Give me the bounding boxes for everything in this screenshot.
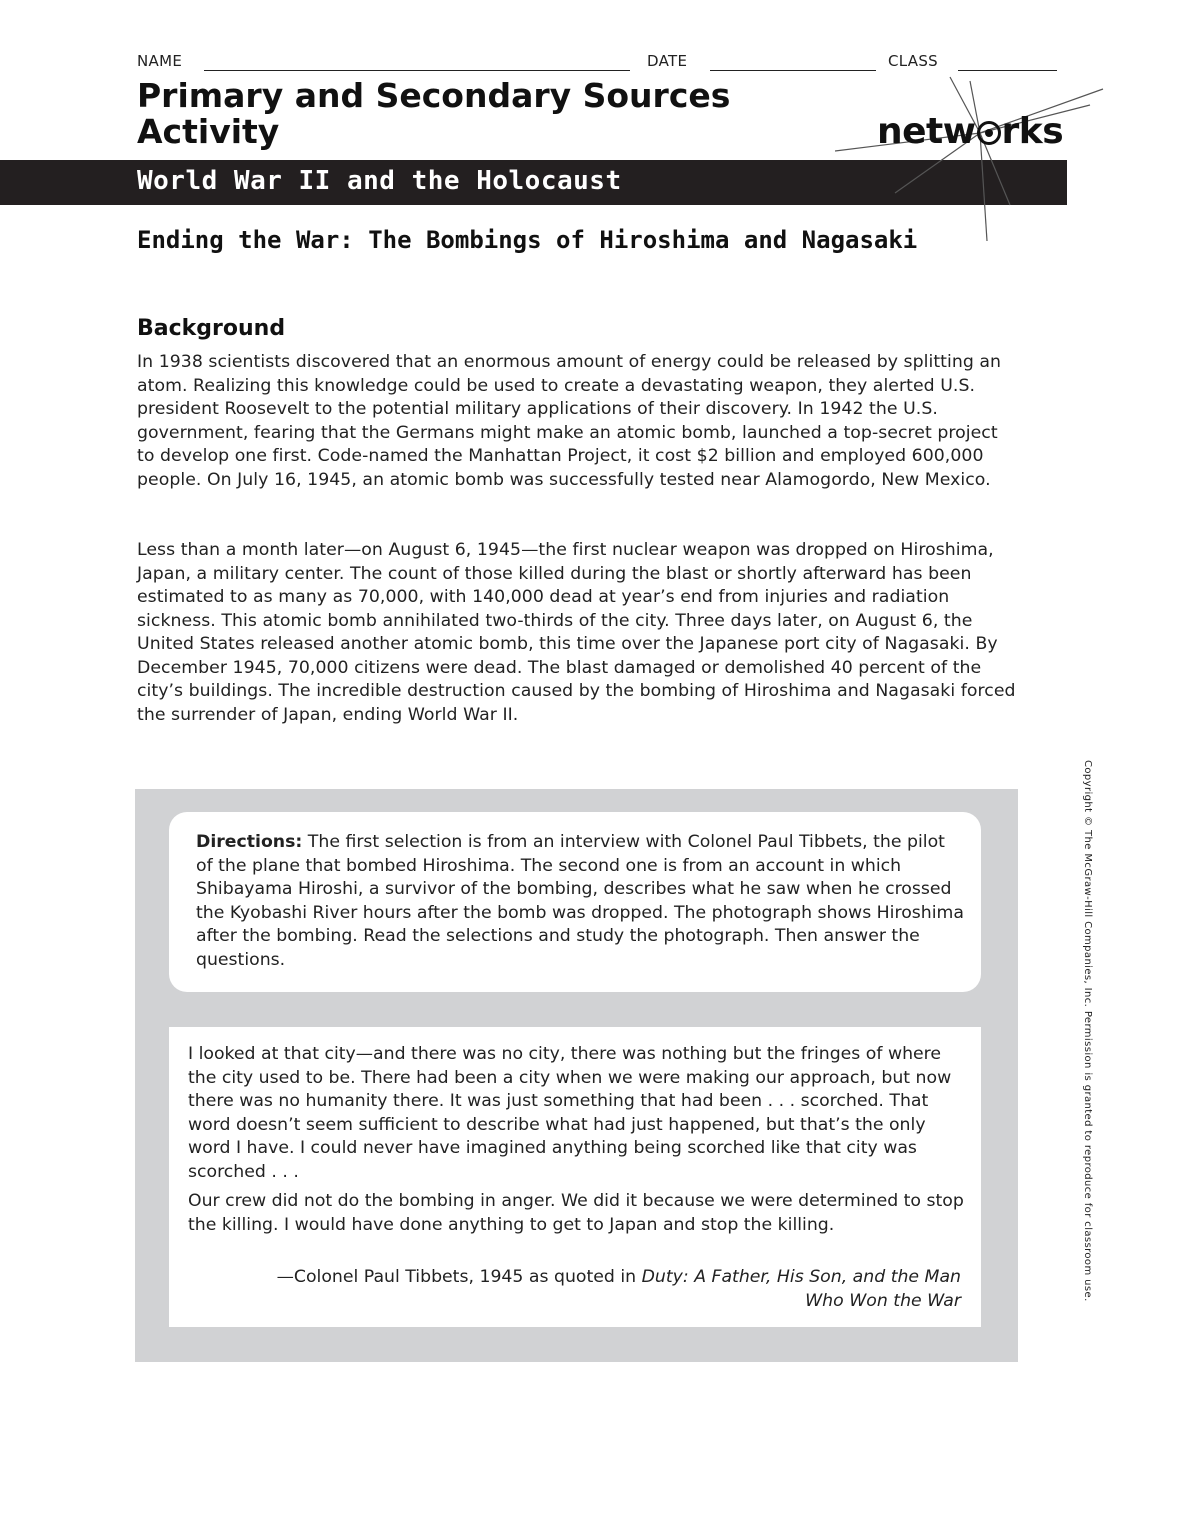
directions-label: Directions:: [196, 832, 303, 852]
networks-logo: [835, 75, 1110, 245]
chapter-title: World War II and the Holocaust: [137, 166, 622, 196]
class-label: CLASS: [888, 52, 938, 70]
page-title: [137, 78, 730, 150]
quote-citation: [261, 1266, 961, 1313]
logo-text-end: rks: [1001, 111, 1064, 152]
citation-title: Duty: A Father, His Son, and the Man Who Won the War: [641, 1267, 961, 1311]
copyright-notice: Copyright © The McGraw-Hill Companies, Inc. Permission is granted to reproduce for classroom use.: [1082, 760, 1093, 1302]
background-heading: Background: [137, 316, 286, 341]
logo-text-start: netw: [877, 111, 976, 152]
date-label: DATE: [647, 52, 688, 70]
section-title: Ending the War: The Bombings of Hiroshima and Nagasaki: [137, 226, 918, 254]
title-line-1: Primary and Secondary Sources: [137, 76, 731, 115]
background-paragraph-2: Less than a month later—on August 6, 1945—the first nuclear weapon was dropped on Hiroshima, Japan, a military center. The count of those killed during the blast or shortly afterward has been estimated to as many as 70,000, with 140,000 dead at year’s end from injuries and radiation sickness. This atomic bomb annihilated two-thirds of the city. Three days later, on August 6, the United States released another atomic bomb, this time over the Japanese port city of Nagasaki. By December 1945, 70,000 citizens were dead. The blast damaged or demolished 40 percent of the city’s buildings. The incredible destruction caused by the bombing of Hiroshima and Nagasaki forced the surrender of Japan, ending World War II.: [137, 540, 1016, 725]
date-blank[interactable]: [710, 70, 876, 71]
starburst-lines-icon: [835, 75, 1110, 245]
class-blank[interactable]: [958, 70, 1057, 71]
logo-o-target-icon: [977, 121, 1001, 145]
quote-paragraph-2: Our crew did not do the bombing in anger. We did it because we were determined to stop the killing. I would have done anything to get to Japan and stop the killing.: [188, 1191, 964, 1235]
directions-box: [169, 812, 981, 992]
title-line-2: Activity: [137, 112, 280, 151]
student-info-line: [137, 52, 1057, 74]
name-blank[interactable]: [204, 70, 630, 71]
networks-wordmark: [877, 111, 1063, 152]
quote-paragraph-1: I looked at that city—and there was no city, there was nothing but the fringes of where the city used to be. There had been a city when we were making our approach, but now there was no humanity there. It was just something that had been . . . scorched. That word doesn’t seem sufficient to describe what had just happened, but that’s the only word I have. I could never have imagined anything being scorched like that city was scorched . . .: [188, 1044, 952, 1182]
directions-body: The first selection is from an interview with Colonel Paul Tibbets, the pilot of the plane that bombed Hiroshima. The second one is from an account in which Shibayama Hiroshi, a survivor of the bombing, describes what he saw when he crossed the Kyobashi River hours after the bomb was dropped. The photograph shows Hiroshima after the bombing. Read the selections and study the photograph. Then answer the questions.: [196, 832, 964, 970]
background-paragraph-1: In 1938 scientists discovered that an enormous amount of energy could be released by splitting an atom. Realizing this knowledge could be used to create a devastating weapon, they alerted U.S. president Roosevelt to the potential military applications of their discovery. In 1942 the U.S. government, fearing that the Germans might make an atomic bomb, launched a top-secret project to develop one first. Code-named the Manhattan Project, it cost $2 billion and employed 600,000 people. On July 16, 1945, an atomic bomb was successfully tested near Alamogordo, New Mexico.: [137, 352, 1002, 490]
primary-source-quote: [169, 1027, 981, 1327]
directions-text: [196, 831, 966, 972]
name-label: NAME: [137, 52, 183, 70]
citation-prefix: —Colonel Paul Tibbets, 1945 as quoted in: [276, 1267, 642, 1287]
